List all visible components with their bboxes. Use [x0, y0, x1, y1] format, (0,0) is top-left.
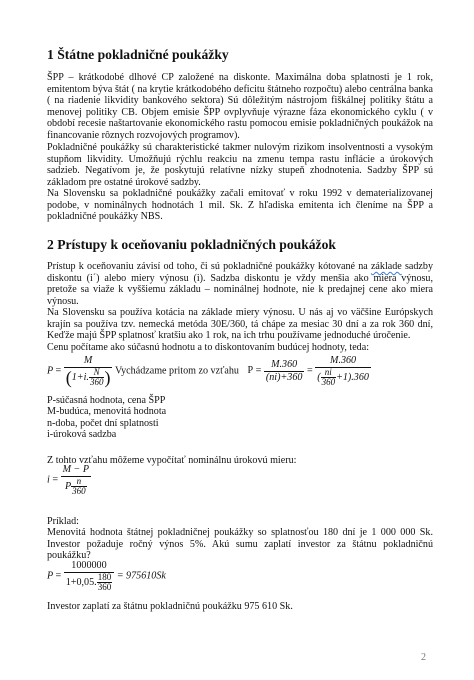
paragraph-spp-definition: ŠPP – krátkodobé dlhové CP založené na diskonte. Maximálna doba splatnosti je 1 rok, emitentom býva štát ( na krytie krátkodobého deficitu štátneho rozpočtu) alebo centrálna banka ( na riadenie likvidity bankového sektora) Sú dôležitým nástrojom fiškálnej politiky štátu a menovej politiky CB. Objem emisie ŠPP ovplyvňuje výrazne fáza ekonomického cyklu ( v období recesie naštartovanie ekonomického rastu pomocou emisie pokladničných poukážok na financovanie rôznych rozvojových programov). [47, 72, 433, 141]
paragraph-result: Investor zaplatí za štátnu pokladničnú poukážku 975 610 Sk. [47, 601, 293, 612]
legend-line-1: P-súčasná hodnota, cena ŠPP [47, 395, 166, 406]
formula-example: P = 1000000 1+0,05. $\frac{180}{360}$ = 975610Sk [47, 560, 166, 592]
section-1-heading: 1 Štátne pokladničné poukážky [47, 47, 229, 62]
formula-price: P = M (1+i. $\frac{N}{360}$ ) Vychádzame pritom zo vzťahu P = $\frac{M.360}{(ni)+360}$ = M.360 ( $\frac{ni}{360}$ +1).360 [47, 355, 369, 388]
paragraph-spp-slovakia: Na Slovensku sa pokladničné poukážky začali emitovať v roku 1992 v dematerializovanej podobe, v nominálnych hodnotách 1 mil. Sk. Z hľadiska emitenta ich členíme na ŠPP a pokladničné poukážky NBS. [47, 188, 433, 223]
formula-note: Vychádzame pritom zo vzťahu [114, 365, 239, 377]
legend-line-3: n-doba, počet dní splatnosti [47, 418, 159, 429]
spellcheck-underlined-word: základe [370, 261, 402, 272]
paragraph-nominal-rate: Z tohto vzťahu môžeme vypočítať nominálnu úrokovú mieru: [47, 455, 297, 466]
paragraph-present-value: Cenu počítame ako súčasnú hodnotu a to diskontovaním budúcej hodnoty, teda: [47, 342, 370, 353]
paragraph-valuation-approach: Prístup k oceňovaniu závisí od toho, či sú pokladničné poukážky kótované na základe sadzby diskontu (i´) alebo miery výnosu (i). Sadzba diskontu je vždy menšia ako miera výnosu, pretože sa viaže k vyššiemu základu – nominálnej hodnote, nie k predajnej cene ako miera výnosu. [47, 261, 433, 307]
paragraph-quotation-method: Na Slovensku sa používa kotácia na základe miery výnosu. U nás aj vo väčšine Európskych krajín sa používa tzv. nemecká metóda 30E/360, tá chápe za mesiac 30 dní a za rok 360 dní, Keďže majú ŠPP splatnosť kratšiu ako 1 rok, na ich trhu používame jednoduché úročenie. [47, 307, 433, 342]
legend-line-2: M-budúca, menovitá hodnota [47, 406, 167, 417]
formula-interest-rate: i = M − P P $\frac{n}{360}$ [47, 464, 90, 496]
page-number: 2 [421, 652, 426, 663]
example-label: Príklad: [47, 516, 79, 527]
section-2-heading: 2 Prístupy k oceňovaniu pokladničných poukážok [47, 237, 336, 252]
paragraph-example: Menovitá hodnota štátnej pokladničnej poukážky so splatnosťou 180 dní je 1 000 000 Sk. Investor požaduje ročný výnos 5%. Akú sumu zaplatí investor za štátnu pokladničnú poukážku? [47, 527, 433, 562]
legend-line-4: i-úroková sadzba [47, 429, 117, 440]
formula-result: = 975610Sk [116, 570, 166, 582]
paragraph-spp-characteristics: Pokladničné poukážky sú charakteristické takmer nulovým rizikom insolventnosti a vysokým stupňom likvidity. Umožňujú rýchlu reakciu na zmenu tempa rastu inflácie a úrokových sadzieb. Negatívom je, že poskytujú relatívne nízky stupeň zhodnotenia. Sadzby ŠPP sú základom pre ostatné úrokové sadzby. [47, 142, 433, 188]
